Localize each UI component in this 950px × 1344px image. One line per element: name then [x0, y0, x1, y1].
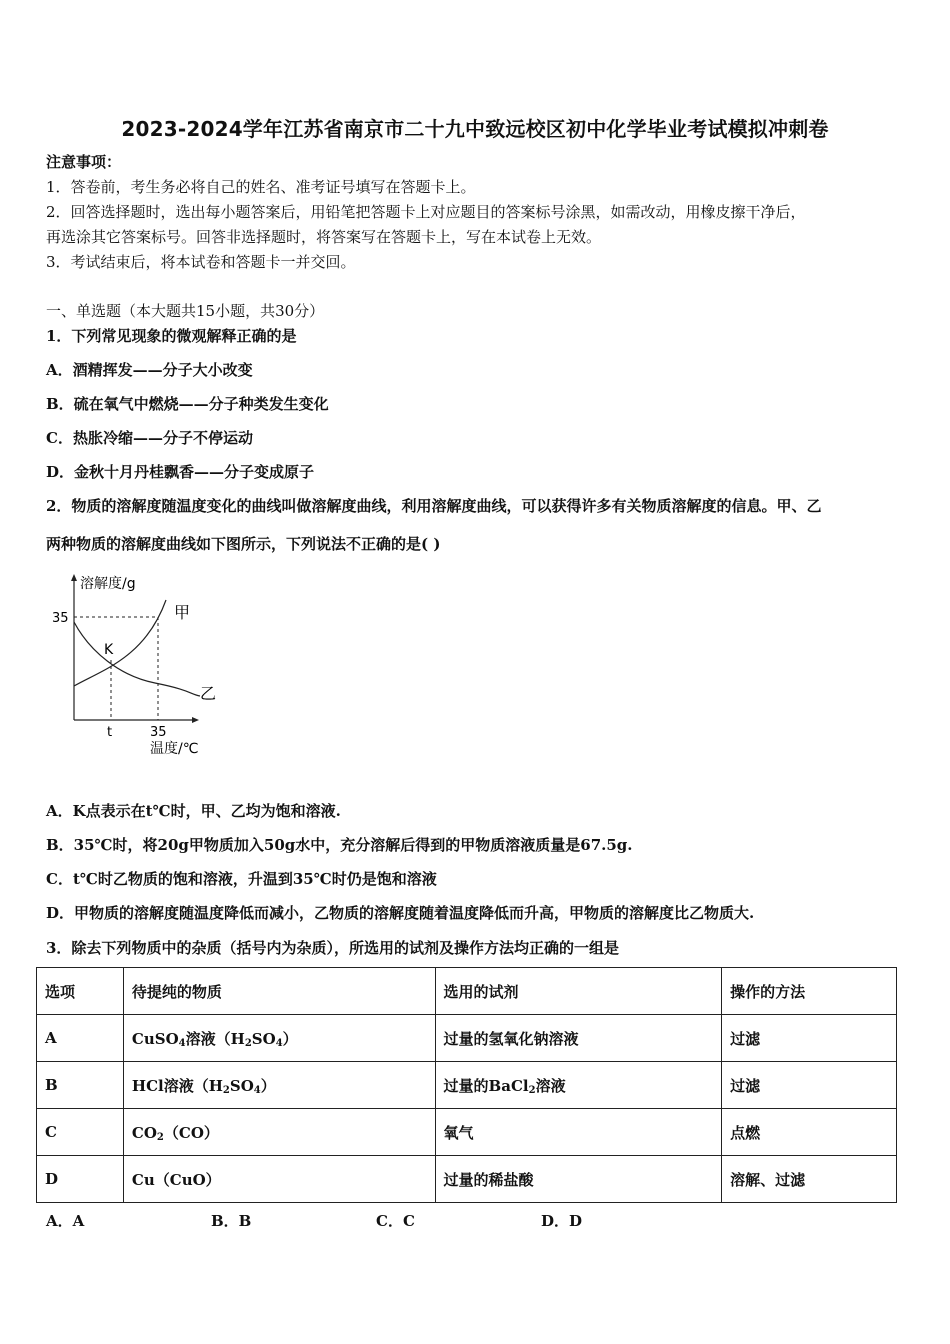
- table-cell: C: [37, 1109, 124, 1156]
- notice-item: 3．考试结束后，将本试卷和答题卡一并交回。: [46, 253, 356, 271]
- q3-answer-d: D．D: [541, 1212, 583, 1230]
- table-cell: 过滤: [722, 1062, 897, 1109]
- table-cell: 过量的氢氧化钠溶液: [435, 1015, 722, 1062]
- q1-option-a: A．酒精挥发——分子大小改变: [46, 361, 253, 379]
- table-row: [37, 1015, 897, 1062]
- notice-item: 再选涂其它答案标号。回答非选择题时，将答案写在答题卡上，写在本试卷上无效。: [46, 228, 602, 246]
- q3-answer-a: A．A: [46, 1212, 85, 1230]
- q2-option-a: A．K点表示在t℃时，甲、乙均为饱和溶液.: [46, 802, 341, 820]
- q2-option-b: B．35℃时，将20g甲物质加入50g水中，充分溶解后得到的甲物质溶液质量是67.5g.: [46, 836, 633, 854]
- notice-item: 1．答卷前，考生务必将自己的姓名、准考证号填写在答题卡上。: [46, 178, 476, 196]
- y-tick-35: 35: [52, 611, 69, 626]
- table-cell: 点燃: [722, 1109, 897, 1156]
- q1-stem: 1．下列常见现象的微观解释正确的是: [46, 327, 297, 345]
- q2-stem-line2: 两种物质的溶解度曲线如下图所示，下列说法不正确的是( ): [46, 535, 441, 553]
- series-jia-label: 甲: [174, 603, 191, 622]
- q3-answer-b: B．B: [211, 1212, 252, 1230]
- table-cell: HCl溶液$(H_2SO_4)$: [123, 1062, 435, 1109]
- table-row: [37, 1156, 897, 1203]
- table-row: [37, 1062, 897, 1109]
- y-axis-label: 溶解度/g: [80, 576, 136, 592]
- series-yi-label: 乙: [200, 684, 217, 703]
- x-axis-arrow: [192, 717, 199, 723]
- table-cell: 过量的BaCl$_2$溶液: [435, 1062, 722, 1109]
- intersection-label: K: [104, 642, 114, 658]
- table-header-cell: 选项: [37, 968, 124, 1015]
- q2-stem-line1: 2．物质的溶解度随温度变化的曲线叫做溶解度曲线，利用溶解度曲线，可以获得许多有关物质溶解度的信息。甲、乙: [46, 497, 822, 515]
- table-cell: A: [37, 1015, 124, 1062]
- x-axis-label: 温度/℃: [150, 741, 199, 757]
- table-cell: $CO_2(CO)$: [123, 1109, 435, 1156]
- table-header-row: [37, 968, 897, 1015]
- q3-table: [36, 967, 897, 1203]
- table-header-cell: 待提纯的物质: [123, 968, 435, 1015]
- series-yi-curve: [74, 622, 200, 696]
- table-header-cell: 选用的试剂: [435, 968, 722, 1015]
- x-tick-35: 35: [150, 725, 167, 740]
- page-title: 2023-2024学年江苏省南京市二十九中致远校区初中化学毕业考试模拟冲刺卷: [121, 117, 829, 141]
- section-heading: 一、单选题（本大题共15小题，共30分）: [46, 302, 325, 320]
- table-cell: Cu（CuO）: [123, 1156, 435, 1203]
- solubility-chart: [40, 570, 230, 765]
- q1-option-c: C．热胀冷缩——分子不停运动: [46, 429, 253, 447]
- table-cell: D: [37, 1156, 124, 1203]
- table-cell: 氧气: [435, 1109, 722, 1156]
- table-row: [37, 1109, 897, 1156]
- table-cell: 过量的稀盐酸: [435, 1156, 722, 1203]
- q3-answer-c: C．C: [376, 1212, 415, 1230]
- x-tick-t: t: [107, 725, 113, 740]
- table-header-cell: 操作的方法: [722, 968, 897, 1015]
- q2-option-c: C．t℃时乙物质的饱和溶液，升温到35℃时仍是饱和溶液: [46, 870, 437, 888]
- q3-stem: 3．除去下列物质中的杂质（括号内为杂质），所选用的试剂及操作方法均正确的一组是: [46, 939, 619, 957]
- notice-item: 2．回答选择题时，选出每小题答案后，用铅笔把答题卡上对应题目的答案标号涂黑，如需改动，用橡皮擦干净后，: [46, 203, 806, 221]
- notice-heading: 注意事项：: [46, 153, 122, 171]
- q2-option-d: D．甲物质的溶解度随温度降低而减小，乙物质的溶解度随着温度降低而升高，甲物质的溶解度比乙物质大.: [46, 904, 755, 922]
- table-cell: CuSO$_4$溶液$(H_2SO_4)$: [123, 1015, 435, 1062]
- table-cell: 溶解、过滤: [722, 1156, 897, 1203]
- y-axis-arrow: [71, 574, 77, 581]
- q1-option-d: D．金秋十月丹桂飘香——分子变成原子: [46, 463, 315, 481]
- q1-option-b: B．硫在氧气中燃烧——分子种类发生变化: [46, 395, 329, 413]
- table-cell: 过滤: [722, 1015, 897, 1062]
- table-cell: B: [37, 1062, 124, 1109]
